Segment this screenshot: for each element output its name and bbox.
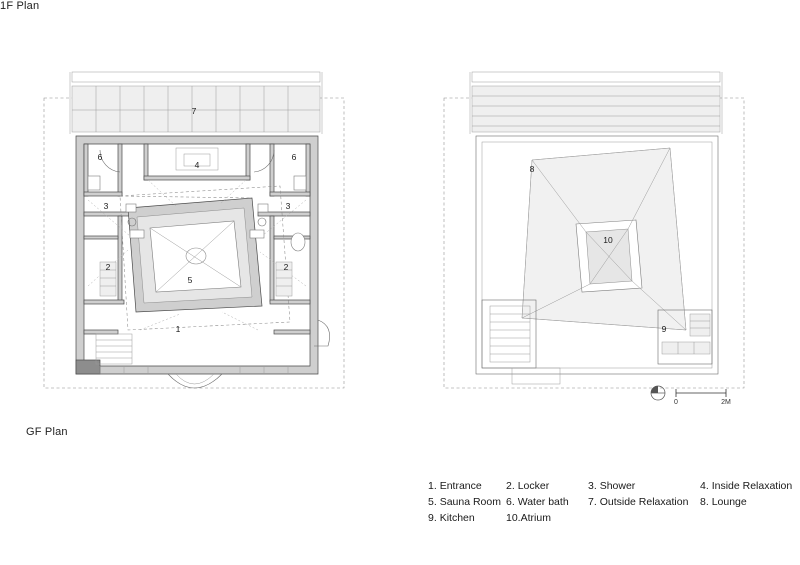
- legend-item-7-label: Outside Relaxation: [599, 496, 689, 508]
- legend-item-2-label: Locker: [517, 480, 550, 492]
- legend-item-10-label: Atrium: [520, 512, 551, 524]
- scale-bar-end-label: 2M: [721, 399, 731, 406]
- legend-item-8-label: Lounge: [711, 496, 747, 508]
- legend-item-3: [588, 478, 700, 494]
- gf-room-number-4: 4: [194, 160, 200, 170]
- legend-item-10: [506, 510, 588, 526]
- gf-room-number-6-left: 6: [97, 152, 103, 162]
- legend-item-9-label: Kitchen: [439, 512, 475, 524]
- legend-item-10-number: 10.: [506, 512, 521, 524]
- legend-item-7-number: 7.: [588, 496, 597, 508]
- legend-item-9-number: 9.: [428, 512, 437, 524]
- legend-item-4-label: Inside Relaxation: [711, 480, 793, 492]
- legend-item-6-label: Water bath: [517, 496, 569, 508]
- legend-item-7: [588, 494, 700, 510]
- gf-room-number-3-left: 3: [103, 201, 109, 211]
- legend-item-5-label: Sauna Room: [439, 496, 501, 508]
- gf-plan-caption: GF Plan: [26, 426, 68, 438]
- ff-room-number-8: 8: [529, 164, 535, 174]
- legend-row: [428, 494, 780, 510]
- outside-relaxation-pergola: [70, 72, 322, 134]
- legend-item-9: [428, 510, 506, 526]
- 1f-plan-caption: 1F Plan: [0, 0, 40, 12]
- legend-item-4-number: 4.: [700, 480, 709, 492]
- legend-row: [428, 510, 780, 526]
- gf-room-number-5: 5: [187, 275, 193, 285]
- gf-room-number-7: 7: [191, 106, 197, 116]
- legend-row: [428, 478, 793, 494]
- gf-room-number-6-right: 6: [291, 152, 297, 162]
- legend-item-4: [700, 478, 793, 494]
- roof-louvre-band: [470, 72, 722, 134]
- ground-floor-plan-drawing: [0, 0, 400, 420]
- legend-item-6: [506, 494, 588, 510]
- gf-room-number-2-right: 2: [283, 262, 289, 272]
- legend-item-1-number: 1.: [428, 480, 437, 492]
- legend-item-1-label: Entrance: [439, 480, 482, 492]
- ff-room-number-9: 9: [661, 324, 667, 334]
- legend-spacer: [588, 510, 700, 526]
- legend-item-2: [506, 478, 588, 494]
- legend-item-8-number: 8.: [700, 496, 709, 508]
- legend-item-6-number: 6.: [506, 496, 515, 508]
- scale-bar: [651, 386, 731, 406]
- sauna-room-core: [128, 198, 262, 312]
- legend-item-1: [428, 478, 506, 494]
- legend-item-3-number: 3.: [588, 480, 597, 492]
- scale-bar-start-label: 0: [674, 399, 678, 406]
- first-floor-plan-drawing: [400, 0, 800, 420]
- legend-item-3-label: Shower: [599, 480, 636, 492]
- legend-item-2-number: 2.: [506, 480, 515, 492]
- gf-room-number-2-left: 2: [105, 262, 111, 272]
- legend-item-5: [428, 494, 506, 510]
- legend-spacer: [700, 510, 780, 526]
- legend-item-5-number: 5.: [428, 496, 437, 508]
- gf-room-number-1: 1: [175, 324, 181, 334]
- legend: [428, 478, 793, 526]
- legend-item-8: [700, 494, 780, 510]
- ff-room-number-10: 10: [603, 235, 613, 245]
- gf-room-number-3-right: 3: [285, 201, 291, 211]
